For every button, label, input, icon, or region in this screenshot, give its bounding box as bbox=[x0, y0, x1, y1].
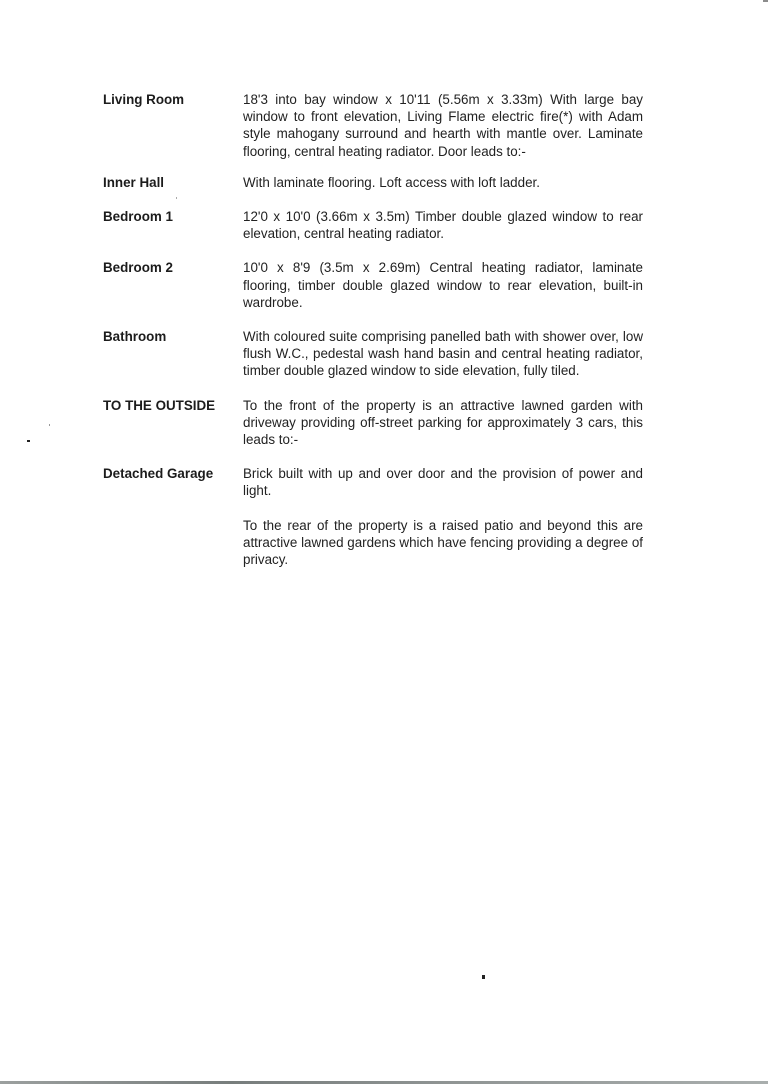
section-description bbox=[243, 174, 643, 191]
section-label: TO THE OUTSIDE bbox=[103, 397, 216, 413]
section-description bbox=[243, 91, 643, 160]
section-label: Bedroom 2 bbox=[103, 260, 173, 276]
paragraph: Brick built with up and over door and the provision of power and light. bbox=[243, 466, 643, 499]
scan-speck bbox=[27, 440, 30, 442]
section-label: Bedroom 1 bbox=[103, 209, 173, 225]
section-living-room bbox=[103, 91, 643, 160]
section-detached-garage bbox=[103, 465, 643, 568]
room-descriptions bbox=[103, 91, 643, 584]
scan-edge-bottom bbox=[0, 1081, 768, 1084]
section-label: Detached Garage bbox=[103, 466, 214, 482]
section-description bbox=[243, 397, 643, 449]
section-bedroom-2 bbox=[103, 259, 643, 311]
paragraph: With laminate flooring. Loft access with loft ladder. bbox=[243, 174, 540, 190]
section-description bbox=[243, 208, 643, 242]
scan-speck bbox=[49, 424, 50, 426]
scan-edge-corner bbox=[763, 0, 768, 2]
section-label: Bathroom bbox=[103, 329, 167, 345]
paragraph: 12'0 x 10'0 (3.66m x 3.5m) Timber double glazed window to rear elevation, central heating radiator. bbox=[243, 209, 643, 242]
section-label: Inner Hall bbox=[103, 174, 165, 190]
paragraph: To the front of the property is an attractive lawned garden with driveway providing off-street parking for approximately 3 cars, this leads to:- bbox=[243, 397, 643, 448]
paragraph: To the rear of the property is a raised patio and beyond this are attractive lawned gardens which have fencing providing a degree of privacy. bbox=[243, 517, 643, 568]
paragraph: With coloured suite comprising panelled bath with shower over, low flush W.C., pedestal wash hand basin and central heating radiator, timber double glazed window to side elevation, fully tiled. bbox=[243, 329, 643, 379]
paragraph: 18'3 into bay window x 10'11 (5.56m x 3.33m) With large bay window to front elevation, Living Flame electric fire(*) with Adam style mahogany surround and hearth with mantle over. Laminate flooring, central heating radiator. Door leads to:- bbox=[243, 92, 643, 159]
section-description bbox=[243, 259, 643, 311]
section-bedroom-1 bbox=[103, 208, 643, 242]
section-label: Living Room bbox=[103, 92, 185, 107]
section-to-the-outside bbox=[103, 397, 643, 449]
section-bathroom bbox=[103, 328, 643, 380]
section-inner-hall bbox=[103, 174, 643, 191]
paragraph: 10'0 x 8'9 (3.5m x 2.69m) Central heating radiator, laminate flooring, timber double glazed window to rear elevation, built-in wardrobe. bbox=[243, 260, 643, 310]
scan-speck bbox=[482, 975, 485, 979]
section-description bbox=[243, 465, 643, 568]
scan-speck bbox=[176, 197, 177, 199]
section-description bbox=[243, 328, 643, 380]
